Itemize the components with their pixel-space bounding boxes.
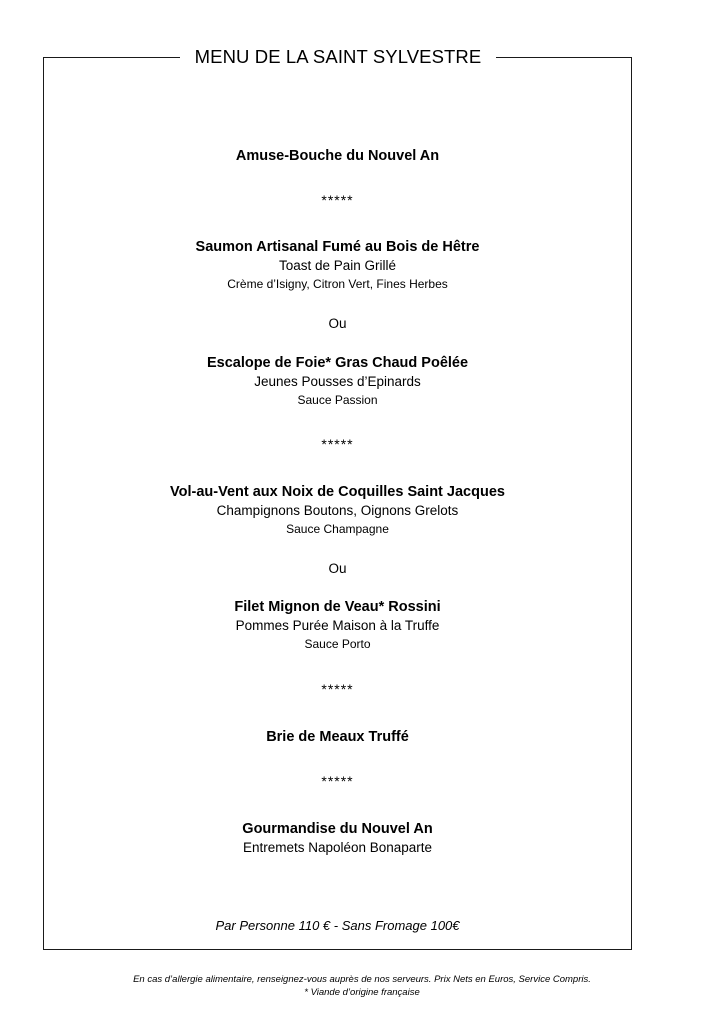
dish-name: Filet Mignon de Veau* Rossini (234, 599, 441, 615)
separator: ***** (321, 773, 354, 789)
footer-allergy-note: En cas d’allergie alimentaire, renseignez-vous auprès de nos serveurs. Prix Nets en Euros, Service Compris. (133, 974, 591, 985)
dish-name: Brie de Meaux Truffé (266, 729, 409, 745)
dish-detail: Entremets Napoléon Bonaparte (242, 840, 433, 855)
dish-detail: Pommes Purée Maison à la Truffe (235, 618, 440, 633)
separator: ***** (321, 436, 354, 452)
or-label: Ou (328, 561, 347, 576)
dish-name: Gourmandise du Nouvel An (242, 821, 433, 837)
dish-detail: Jeunes Pousses d’Epinards (254, 374, 421, 389)
course-filet-mignon (43, 598, 632, 654)
footer-origin-note: * Viande d’origine française (304, 987, 420, 998)
course-saumon (43, 238, 632, 294)
dish-name: Saumon Artisanal Fumé au Bois de Hêtre (195, 239, 480, 255)
dish-sauce: Sauce Passion (297, 393, 378, 407)
course-foie-gras (43, 354, 632, 410)
dish-sauce: Sauce Porto (304, 637, 371, 651)
or-label: Ou (328, 316, 347, 331)
dish-name: Escalope de Foie* Gras Chaud Poêlée (206, 355, 469, 371)
dish-detail: Toast de Pain Grillé (278, 258, 397, 273)
course-vol-au-vent (43, 483, 632, 539)
course-amuse-bouche (43, 147, 632, 165)
dish-sauce: Crème d’Isigny, Citron Vert, Fines Herbes (227, 277, 448, 291)
course-dessert (43, 820, 632, 857)
menu-title: MENU DE LA SAINT SYLVESTRE (194, 46, 482, 67)
course-brie (43, 728, 632, 746)
dish-name: Vol-au-Vent aux Noix de Coquilles Saint Jacques (170, 484, 505, 500)
price-without-cheese: - Sans Fromage 100€ (330, 918, 460, 933)
menu-title-box (180, 42, 496, 74)
separator: ***** (321, 681, 354, 697)
dish-name: Amuse-Bouche du Nouvel An (235, 148, 440, 164)
price-line (43, 918, 632, 934)
dish-detail: Champignons Boutons, Oignons Grelots (216, 503, 459, 518)
separator: ***** (321, 192, 354, 208)
price-full: Par Personne 110 € (215, 918, 331, 933)
dish-sauce: Sauce Champagne (286, 522, 389, 536)
